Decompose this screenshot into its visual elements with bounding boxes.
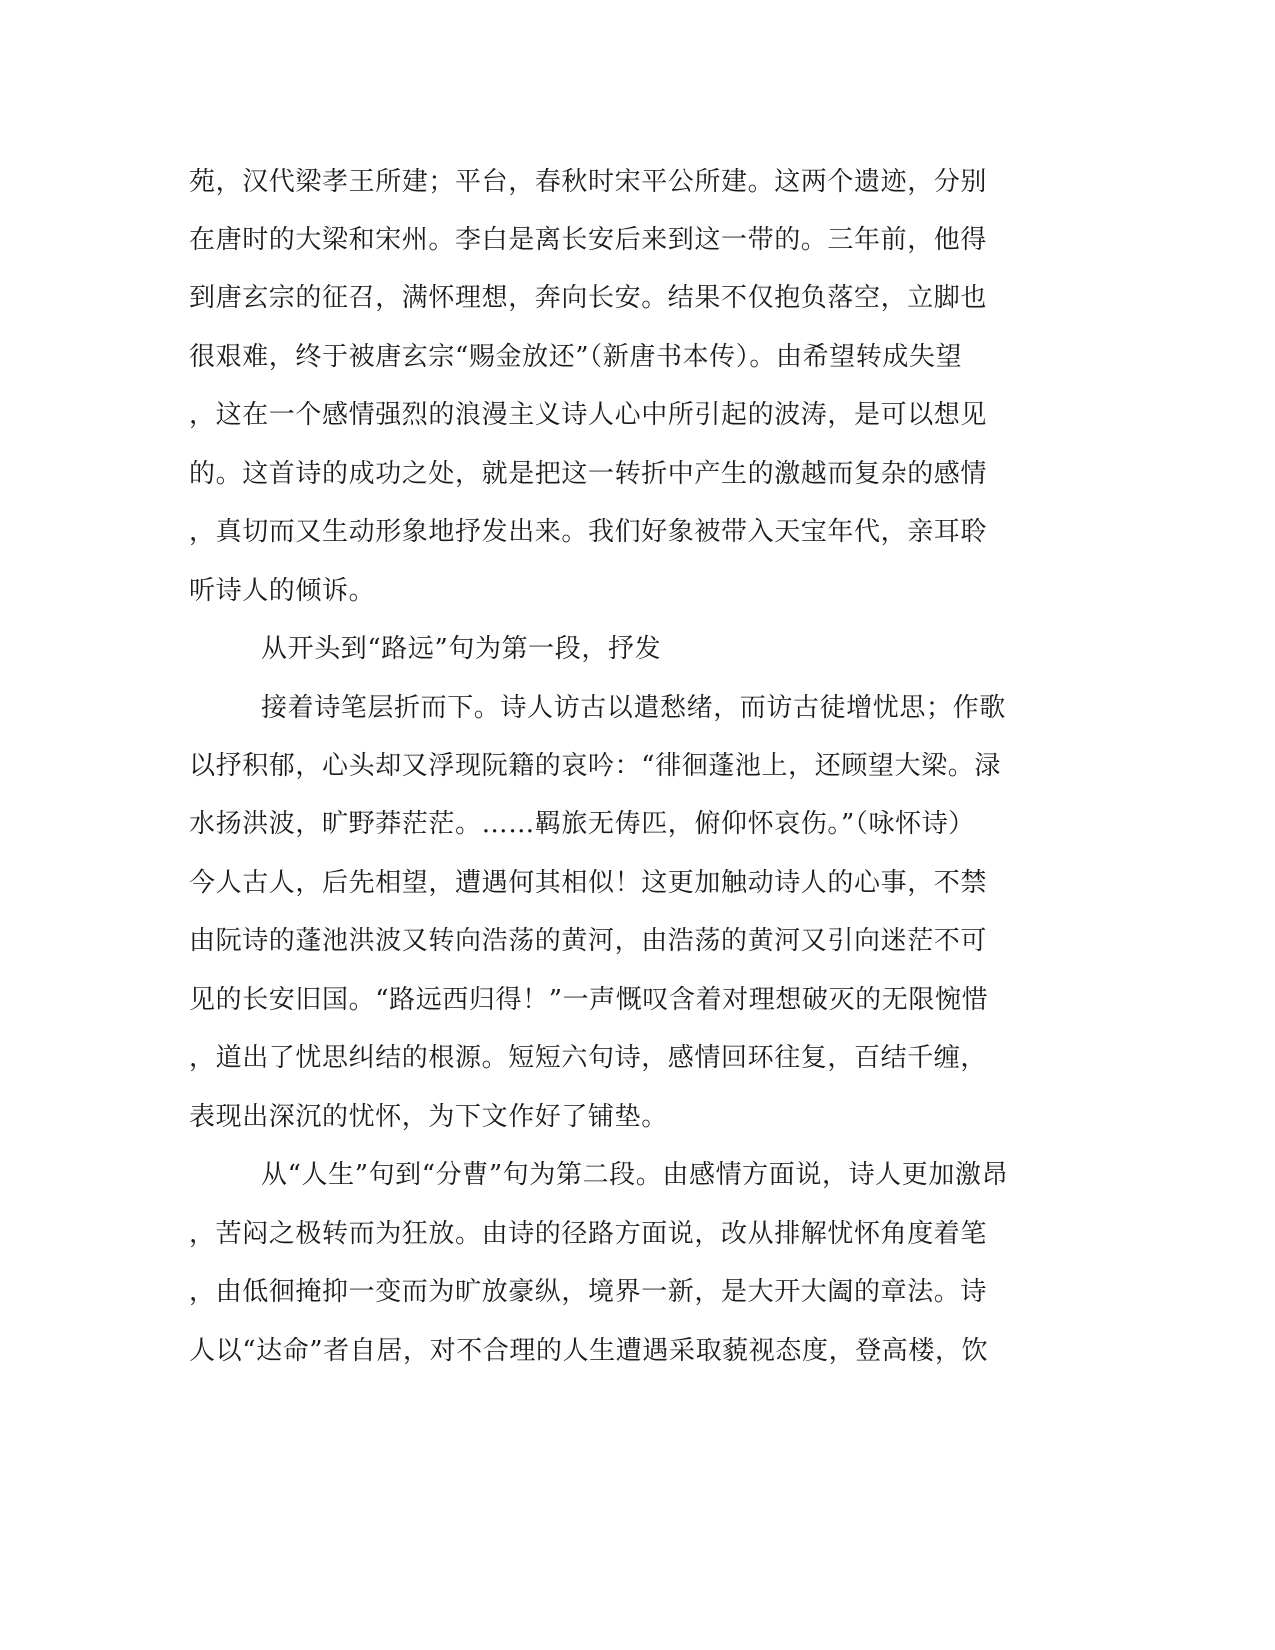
text-line: 在唐时的大梁和宋州。李白是离长安后来到这一带的。三年前，他得 (189, 225, 988, 255)
text-line: 很艰难，终于被唐玄宗“赐金放还”（新唐书本传）。由希望转成失望 (189, 342, 963, 372)
paragraph-first-line: 接着诗笔层折而下。诗人访古以遣愁绪，而访古徒增忧思；作歌 (261, 693, 1006, 723)
paragraph-first-line: 从“人生”句到“分曹”句为第二段。由感情方面说，诗人更加激昂 (261, 1160, 1009, 1190)
text-line: ，苦闷之极转而为狂放。由诗的径路方面说，改从排解忧怀角度着笔 (189, 1219, 988, 1249)
text-line: 今人古人，后先相望，遭遇何其相似！这更加触动诗人的心事，不禁 (189, 868, 988, 898)
paragraph-first-line: 从开头到“路远”句为第一段，抒发 (261, 634, 662, 664)
text-line: 以抒积郁，心头却又浮现阮籍的哀吟：“徘徊蓬池上，还顾望大梁。渌 (189, 751, 1001, 781)
text-line: 到唐玄宗的征召，满怀理想，奔向长安。结果不仅抱负落空，立脚也 (189, 283, 988, 313)
text-line: 人以“达命”者自居，对不合理的人生遭遇采取藐视态度，登高楼，饮 (189, 1336, 989, 1366)
text-line: 的。这首诗的成功之处，就是把这一转折中产生的激越而复杂的感情 (189, 459, 988, 489)
text-line: 见的长安旧国。“路远西归得！”一声慨叹含着对理想破灭的无限惋惜 (189, 985, 989, 1015)
text-line: ，由低徊掩抑一变而为旷放豪纵，境界一新，是大开大阖的章法。诗 (189, 1277, 988, 1307)
text-line: 苑，汉代梁孝王所建；平台，春秋时宋平公所建。这两个遗迹，分别 (189, 167, 988, 197)
text-line: 水扬洪波，旷野莽茫茫。……羁旅无俦匹，俯仰怀哀伤。”（咏怀诗） (189, 809, 975, 839)
text-line: ，这在一个感情强烈的浪漫主义诗人心中所引起的波涛，是可以想见 (189, 400, 988, 430)
text-line: ，真切而又生动形象地抒发出来。我们好象被带入天宝年代，亲耳聆 (189, 517, 988, 547)
text-line: ，道出了忧思纠结的根源。短短六句诗，感情回环往复，百结千缠， (189, 1043, 988, 1073)
text-line: 听诗人的倾诉。 (189, 576, 376, 606)
text-line: 由阮诗的蓬池洪波又转向浩荡的黄河，由浩荡的黄河又引向迷茫不可 (189, 926, 988, 956)
text-line: 表现出深沉的忧怀，为下文作好了铺垫。 (189, 1102, 668, 1132)
